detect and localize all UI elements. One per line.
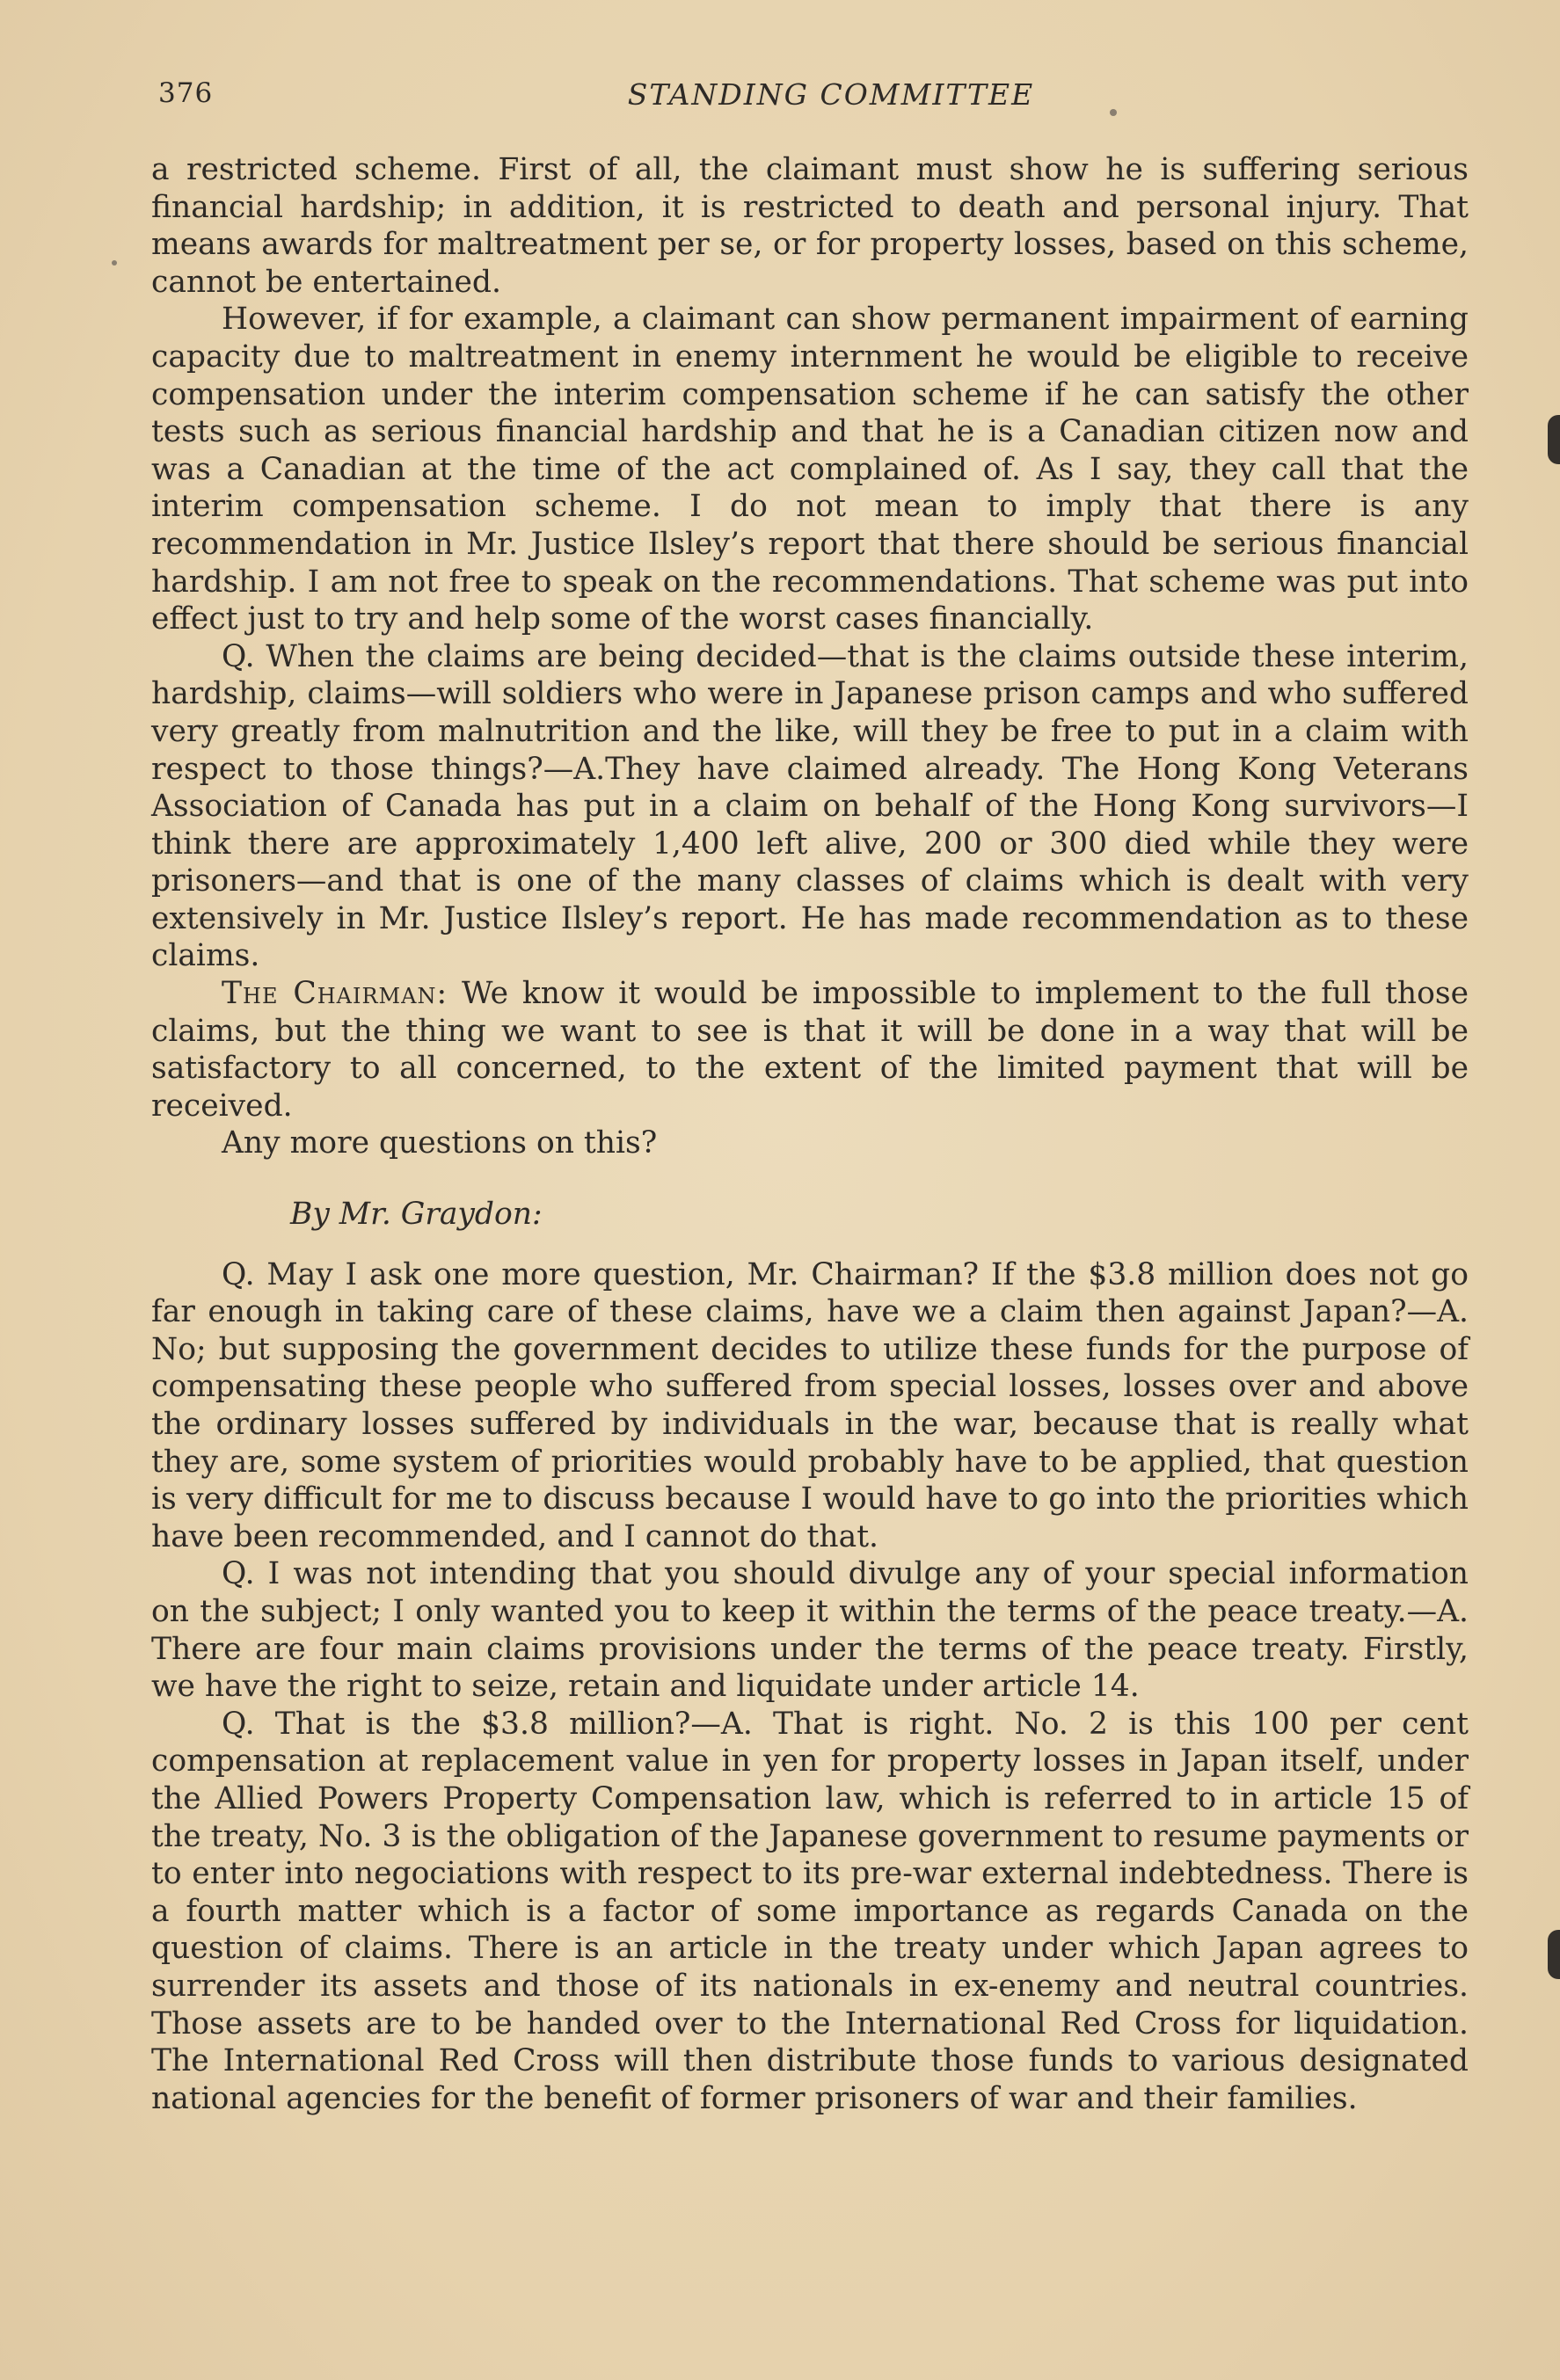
paper-speck: [112, 260, 117, 266]
speaker-label: The Chairman:: [222, 976, 448, 1012]
paragraph-5: Any more questions on this?: [222, 1125, 658, 1161]
body-text: [151, 151, 1469, 2117]
paragraph-2: However, if for example, a claimant can show permanent impairment of earning capacity due to maltreatment in enemy internment he would be eligible to receive compensation under the interim compensation scheme if he can satisfy the other tests such as serious financial hardship and that he is a Canadian citizen now and was a Canadian at the time of the act complained of. As I say, they call that the interim compensation scheme. I do not mean to imply that there is any recommendation in Mr. Justice Ilsley’s report that there should be serious financial hardship. I am not free to speak on the recommendations. That scheme was put into effect just to try and help some of the worst cases financially.: [151, 302, 1469, 637]
paragraph-1: a restricted scheme. First of all, the claimant must show he is suffering serious financial hardship; in addition, it is restricted to death and personal injury. That means awards for maltreatment per se, or for property losses, based on this scheme, cannot be entertained.: [151, 152, 1469, 300]
paragraph-3: Q. When the claims are being decided—that is the claims outside these interim, hardship, claims—will soldiers who were in Japanese prison camps and who suffered very greatly from malnutrition and the like, will they be free to put in a claim with respect to those things?—A.They have claimed already. The Hong Kong Veterans Association of Canada has put in a claim on behalf of the Hong Kong survivors—I think there are approximately 1,400 left alive, 200 or 300 died while they were prisoners—and that is one of the many classes of claims which is dealt with very extensively in Mr. Justice Ilsley’s report. He has made recommendation as to these claims.: [151, 638, 1469, 974]
paragraph-4-text: We know it would be impossible to implement to the full those claims, but the thing we want to see is that it will be done in a way that will be satisfactory to all concerned, to the extent of the limited payment that will be received.: [151, 976, 1469, 1124]
paragraph-4: [151, 975, 1469, 1124]
binding-tab-mark: [1548, 415, 1560, 464]
paper-speck: [1110, 109, 1117, 116]
binding-tab-mark: [1548, 1930, 1560, 1979]
paragraph-6: Q. May I ask one more question, Mr. Chairman? If the $3.8 million does not go far enough in taking care of these claims, have we a claim then against Japan?—A. No; but supposing the government decides to utilize these funds for the purpose of compensating these people who suffered from special losses, losses over and above the ordinary losses suffered by individuals in the war, because that is really what they are, some system of priorities would probably have to be applied, that question is very difficult for me to discuss because I would have to go into the priorities which have been recommended, and I cannot do that.: [151, 1256, 1469, 1554]
paragraph-7: Q. I was not intending that you should divulge any of your special information on the subject; I only wanted you to keep it within the terms of the peace treaty.—A. There are four main claims provisions under the terms of the peace treaty. Firstly, we have the right to seize, retain and liquidate under article 14.: [151, 1556, 1469, 1705]
byline: By Mr. Graydon:: [290, 1197, 543, 1233]
page-header: [158, 77, 1469, 121]
running-head: STANDING COMMITTEE: [627, 77, 1035, 112]
page-number: 376: [158, 77, 214, 109]
paragraph-8: Q. That is the $3.8 million?—A. That is right. No. 2 is this 100 per cent compensation at replacement value in yen for property losses in Japan itself, under the Allied Powers Property Compensation law, which is referred to in article 15 of the treaty, No. 3 is the obligation of the Japanese government to resume payments or to enter into negociations with respect to its pre-war external indebtedness. There is a fourth matter which is a factor of some importance as regards Canada on the question of claims. There is an article in the treaty under which Japan agrees to surrender its assets and those of its nationals in ex-enemy and neutral countries. Those assets are to be handed over to the International Red Cross for liquidation. The International Red Cross will then distribute those funds to various designated national agencies for the benefit of former prisoners of war and their families.: [151, 1706, 1469, 2116]
